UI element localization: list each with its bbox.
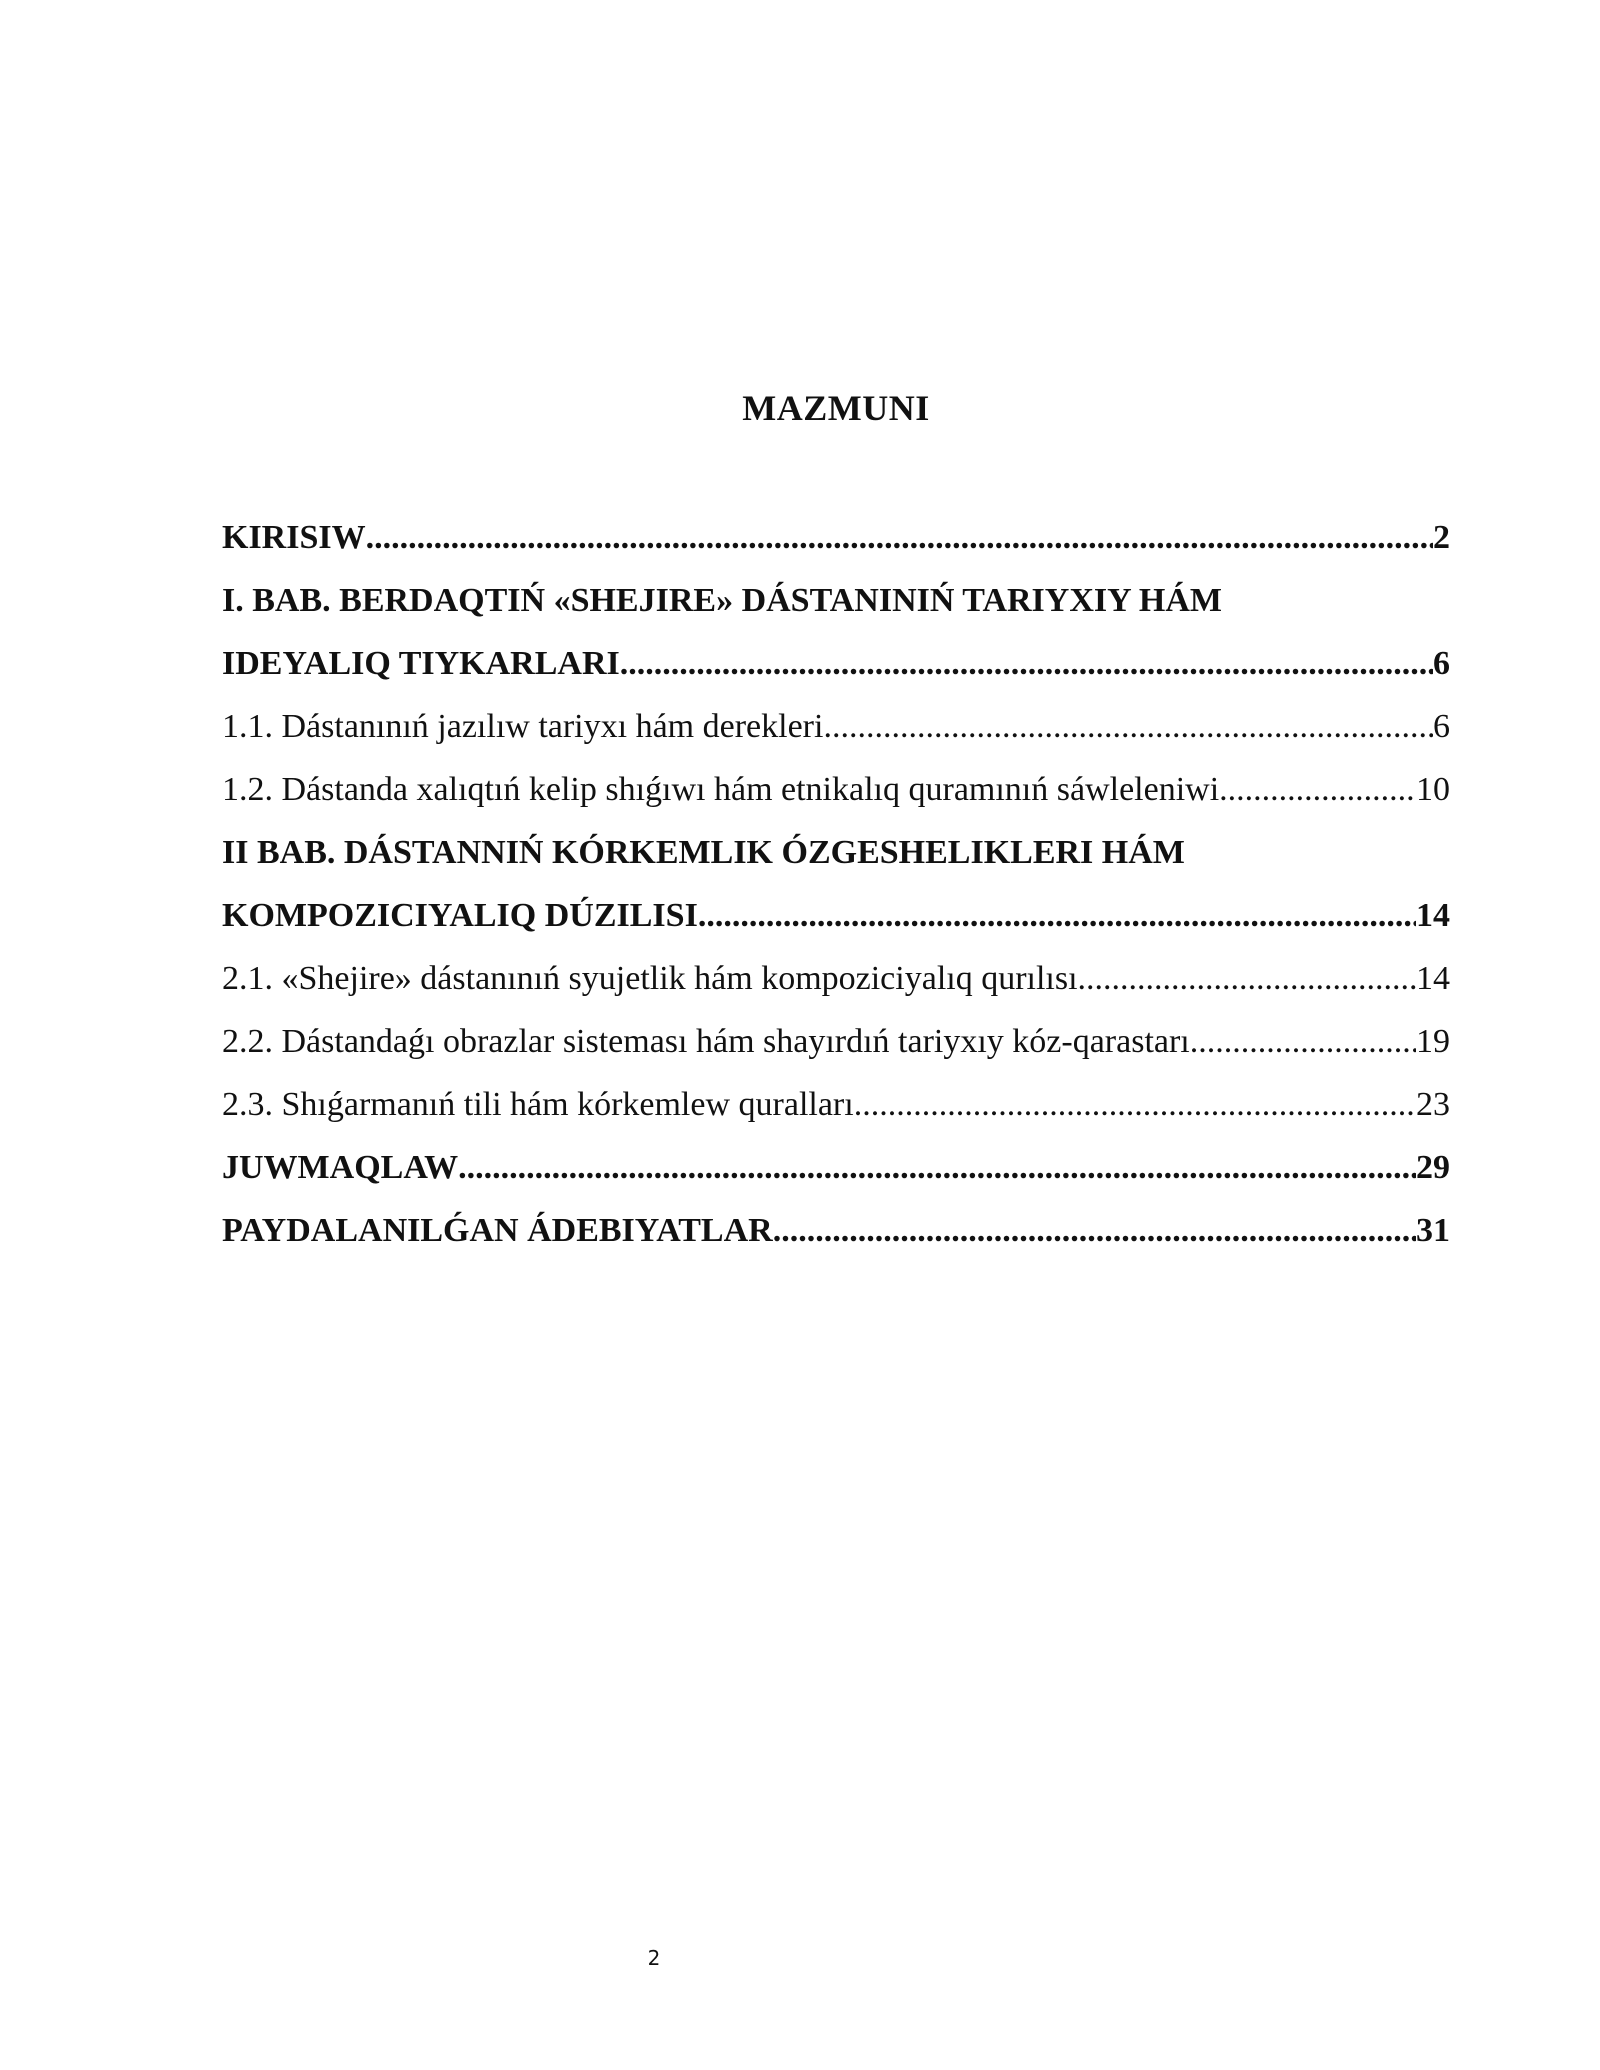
- page-title: MAZMUNI: [742, 388, 930, 428]
- toc-entry-page: 29: [1416, 1149, 1450, 1186]
- dot-leader: [823, 695, 1433, 758]
- toc-entry-chapter-2[interactable]: [222, 884, 1450, 947]
- toc-entry-page: 10: [1416, 771, 1450, 808]
- toc-entry-page: 14: [1416, 897, 1450, 934]
- toc-entry-page: 6: [1433, 708, 1450, 745]
- toc-entry-2-1[interactable]: [222, 947, 1450, 1010]
- dot-leader: [366, 506, 1433, 569]
- dot-leader: [620, 632, 1433, 695]
- toc-chapter-2-heading[interactable]: II BAB. DÁSTANNIŃ KÓRKEMLIK ÓZGESHELIKLERI HÁM: [222, 834, 1185, 871]
- toc-entry-page: 19: [1416, 1023, 1450, 1060]
- dot-leader: [854, 1073, 1416, 1136]
- toc-entry-label: KOMPOZICIYALIQ DÚZILISI: [222, 897, 698, 934]
- toc-entry-1-1[interactable]: [222, 695, 1450, 758]
- toc-entry-kirisiw[interactable]: [222, 506, 1450, 569]
- dot-leader: [773, 1199, 1416, 1262]
- toc-entry-label: 1.1. Dástanınıń jazılıw tariyxı hám derekleri: [222, 708, 824, 745]
- toc-entry-page: 2: [1433, 519, 1450, 556]
- toc-entry-chapter-1[interactable]: [222, 632, 1450, 695]
- toc-entry-2-3[interactable]: [222, 1073, 1450, 1136]
- dot-leader: [1219, 758, 1416, 821]
- toc-entry-label: PAYDALANILǴAN ÁDEBIYATLAR: [222, 1212, 773, 1249]
- toc-entry-label: JUWMAQLAW: [222, 1149, 459, 1186]
- toc-entry-references[interactable]: [222, 1199, 1450, 1262]
- toc-entry-label: IDEYALIQ TIYKARLARI: [222, 645, 620, 682]
- dot-leader: [458, 1136, 1416, 1199]
- toc-entry-label: 1.2. Dástanda xalıqtıń kelip shıǵıwı hám etnikalıq quramınıń sáwleleniwi: [222, 771, 1220, 808]
- toc-entry-2-2[interactable]: [222, 1010, 1450, 1073]
- dot-leader: [698, 884, 1416, 947]
- toc-entry-label: 2.3. Shıǵarmanıń tili hám kórkemlew quralları: [222, 1086, 854, 1123]
- toc-entry-page: 31: [1416, 1212, 1450, 1249]
- toc-entry-page: 23: [1416, 1086, 1450, 1123]
- toc-entry-1-2[interactable]: [222, 758, 1450, 821]
- toc-entry-label: 2.2. Dástandaǵı obrazlar sisteması hám shayırdıń tariyxıy kóz-qarastarı: [222, 1023, 1190, 1060]
- toc-entry-label: 2.1. «Shejire» dástanınıń syujetlik hám kompoziciyalıq qurılısı: [222, 960, 1078, 997]
- toc-entry-page: 14: [1416, 960, 1450, 997]
- toc-chapter-1-heading[interactable]: I. BAB. BERDAQTIŃ «SHEJIRE» DÁSTANINIŃ TARIYXIY HÁM: [222, 582, 1223, 619]
- dot-leader: [1190, 1010, 1416, 1073]
- dot-leader: [1078, 947, 1416, 1010]
- toc-entry-page: 6: [1433, 645, 1450, 682]
- toc-entry-juwmaqlaw[interactable]: [222, 1136, 1450, 1199]
- toc-entry-label: KIRISIW: [222, 519, 366, 556]
- table-of-contents: [222, 506, 1450, 1262]
- page-number: 2: [647, 1946, 661, 1970]
